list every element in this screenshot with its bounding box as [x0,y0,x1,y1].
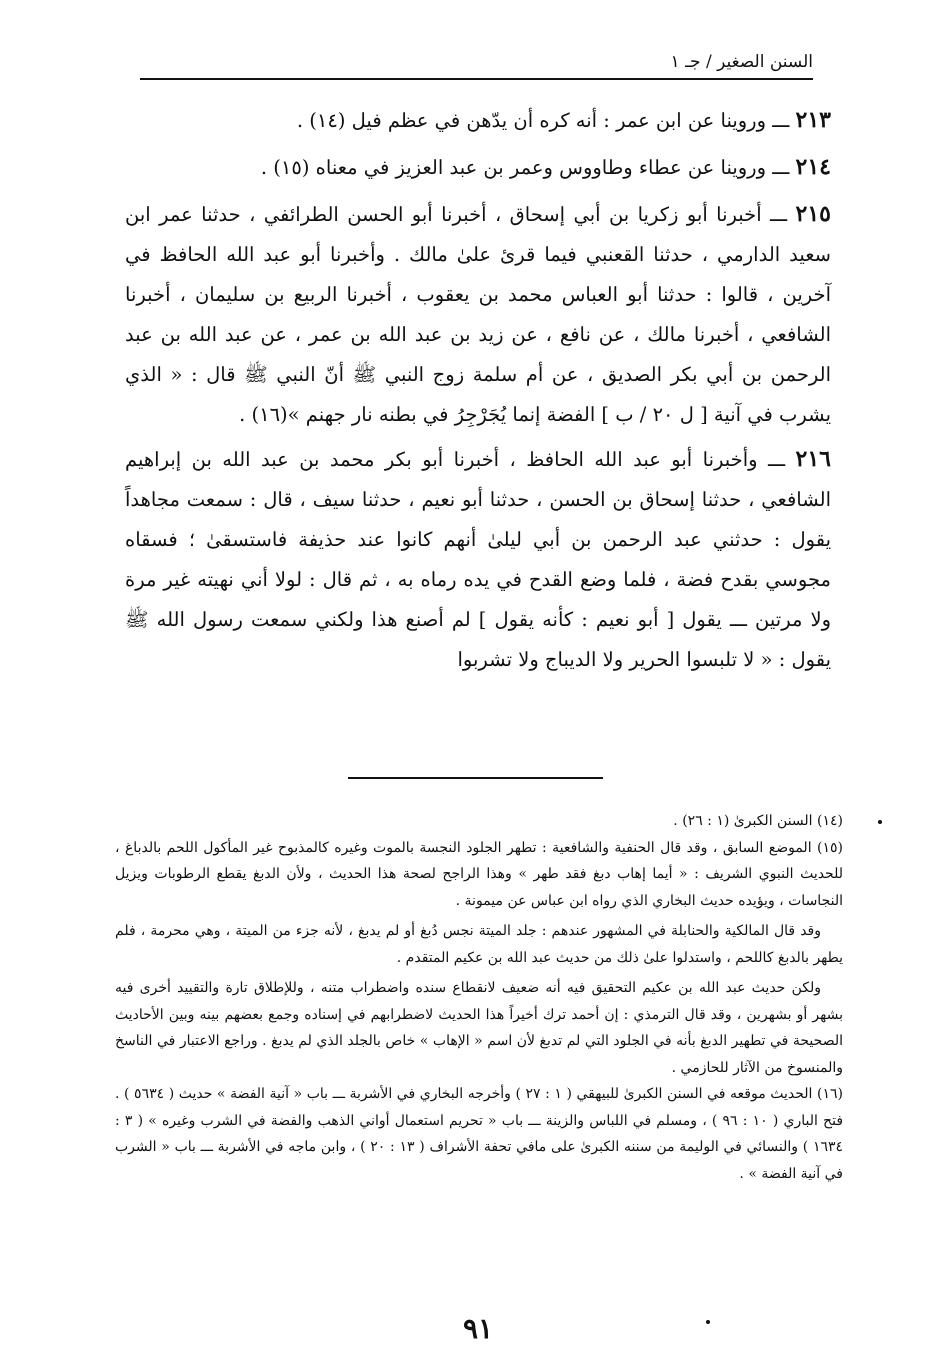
speck-mark [706,1320,710,1324]
hadith-text: ـــ وروينا عن ابن عمر : أنه كره أن يدّهن في عظم فيل (١٤) . [296,109,790,132]
main-text [125,100,831,680]
hadith-216 [125,439,831,680]
running-header [140,50,813,80]
speck-mark [878,820,882,824]
hadith-number: ٢١٦ [795,446,831,472]
hadith-text: ـــ وأخبرنا أبو عبد الله الحافظ ، أخبرنا أبو بكر محمد بن عبد الله بن إبراهيم الشافعي ، حدثنا إسحاق بن الحسن ، حدثنا أبو نعيم ، حدثنا سيف ، قال : سمعت مجاهداً يقول : حدثني عبد الرحمن بن أبي ليلىٰ أنهم كانوا عند حذيفة فاستسقىٰ ؛ فسقاه مجوسي بقدح فضة ، فلما وضع القدح في يده رماه به ، ثم قال : لولا أني نهيته غير مرة ولا مرتين ـــ يقول [ أبو نعيم : كأنه يقول ] لم أصنع هذا ولكني سمعت رسول الله ﷺ يقول : « لا تلبسوا الحرير ولا الديباج ولا تشربوا [125,448,831,671]
footnote-16: (١٦) الحديث موقعه في السنن الكبرىٰ للبيهقي ( ١ : ٢٧ ) وأخرجه البخاري في الأشربة ـــ باب « آنية الفضة » حديث ( ٥٦٣٤ ) . فتح الباري ( ١٠ : ٩٦ ) ، ومسلم في اللباس والزينة ـــ باب « تحريم استعمال أواني الذهب والفضة في الشرب وغيره » ( ٣ : ١٦٣٤ ) والنسائي في الوليمة من سننه الكبرىٰ على مافي تحفة الأشراف ( ١٣ : ٢٠ ) ، وابن ماجه في الأشربة ـــ باب « الشرب في آنية الفضة » . [115,1086,844,1182]
hadith-number: ٢١٥ [795,201,831,227]
footnotes [115,808,843,1187]
hadith-214 [125,147,831,188]
hadith-number: ٢١٣ [795,107,831,133]
hadith-number: ٢١٤ [795,154,831,180]
footnote-14: (١٤) السنن الكبرىٰ (١ : ٢٦) . [673,813,843,829]
footnote-separator [348,777,603,779]
hadith-text: ـــ أخبرنا أبو زكريا بن أبي إسحاق ، أخبرنا أبو الحسن الطرائفي ، حدثنا عمر ابن سعيد الدارمي ، حدثنا القعنبي فيما قرئ علىٰ مالك . وأخبرنا أبو عبد الله الحافظ في آخرين ، قالوا : حدثنا أبو العباس محمد بن يعقوب ، أخبرنا الربيع بن سليمان ، أخبرنا الشافعي ، أخبرنا مالك ، عن نافع ، عن زيد بن عبد الله بن عمر ، عن عبد الله بن عبد الرحمن بن أبي بكر الصديق ، عن أم سلمة زوج النبي ﷺ أنّ النبي ﷺ قال : « الذي يشرب في آنية [ ل ٢٠ / ب ] الفضة إنما يُجَرْجِرُ في بطنه نار جهنم »(١٦) . [125,203,831,426]
hadith-text: ـــ وروينا عن عطاء وطاووس وعمر بن عبد العزيز في معناه (١٥) . [260,156,790,179]
footnote-15-continued: وقد قال المالكية والحنابلة في المشهور عندهم : جلد الميتة نجس دُبغ أو لم يدبغ ، لأنه جزء من الميتة ، وهي محرمة ، فلم يطهر بالدبغ كاللحم ، واستدلوا علىٰ ذلك من حديث عبد الله بن عكيم المتقدم . [115,923,843,966]
running-title: السنن الصغير / جـ ١ [670,52,813,72]
hadith-215 [125,194,831,435]
footnote-15-continued: ولكن حديث عبد الله بن عكيم التحقيق فيه أنه ضعيف لانقطاع سنده واضطراب متنه ، وللإطلاق تارة والتقييد أخرى فيه بشهر أو بشهرين ، وقد قال الترمذي : إن أحمد ترك أخيراً هذا الحديث لاضطرابهم في إسناده وجمع بعضهم بينه وبين الأحاديث الصحيحة في تطهير الدبغ بأنه في الجلود التي لم تدبغ لأن اسم « الإهاب » خاص بالجلد الذي لم يدبغ . وراجع الاعتبار في الناسخ والمنسوخ من الآثار للحازمي . [115,980,843,1076]
hadith-213 [125,100,831,141]
page-number: ٩١ [462,1312,494,1345]
footnote-15: (١٥) الموضع السابق ، وقد قال الحنفية والشافعية : تطهر الجلود النجسة بالموت وغيره كالمذبوح غير المأكول اللحم بالدباغ ، للحديث النبوي الشريف : « أيما إهاب دبغ فقد طهر » وهذا الراجح لصحة هذا الحديث ، ولأن الدبغ يقطع الرطوبات ويزيل النجاسات ، ويؤيده حديث البخاري الذي رواه ابن عباس عن ميمونة . [115,839,843,909]
